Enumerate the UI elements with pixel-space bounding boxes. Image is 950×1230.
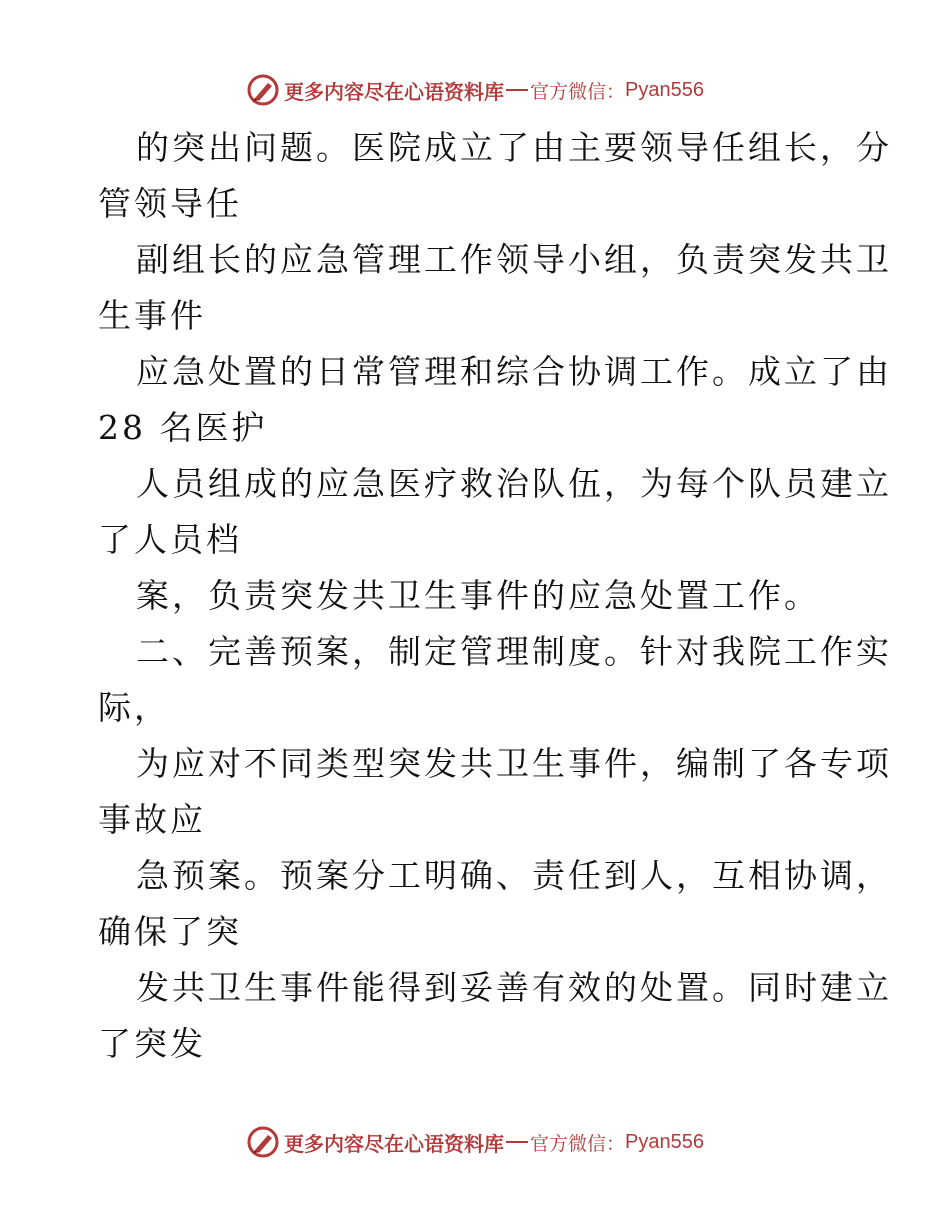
text-line: 事故应 [98,800,206,839]
text-line: 确保了突 [98,912,242,951]
text-line: 的突出问题。医院成立了由主要领导任组长，分 [136,128,892,167]
text-line: 了突发 [98,1024,206,1063]
text-line: 28 名医护 [98,408,268,447]
banner-dash [506,1141,528,1143]
banner-wechat-id: Pyan556 [625,78,704,101]
footer-banner [0,1122,950,1162]
pen-logo-icon [246,73,280,107]
banner-title: 更多内容尽在心语资料库 [284,1131,504,1156]
banner-dash [506,89,528,91]
text-line: 为应对不同类型突发共卫生事件，编制了各专项 [136,744,892,783]
banner-title: 更多内容尽在心语资料库 [284,79,504,104]
text-line: 管领导任 [98,184,242,223]
banner-wechat-label: 官方微信： [530,80,626,103]
text-line: 际， [98,688,170,727]
pen-logo-icon [246,1125,280,1159]
banner-wechat-id: Pyan556 [625,1130,704,1153]
text-line: 二、完善预案，制定管理制度。针对我院工作实 [136,632,892,671]
text-line: 急预案。预案分工明确、责任到人，互相协调， [136,856,892,895]
text-line: 副组长的应急管理工作领导小组，负责突发共卫 [136,240,892,279]
text-line: 了人员档 [98,520,242,559]
text-line: 生事件 [98,296,206,335]
document-body [98,120,892,1072]
banner-wechat-label: 官方微信： [530,1132,626,1155]
text-line: 发共卫生事件能得到妥善有效的处置。同时建立 [136,968,892,1007]
text-line: 应急处置的日常管理和综合协调工作。成立了由 [136,352,892,391]
text-line: 人员组成的应急医疗救治队伍，为每个队员建立 [136,464,892,503]
header-banner [0,70,950,110]
text-line: 案，负责突发共卫生事件的应急处置工作。 [136,576,820,615]
